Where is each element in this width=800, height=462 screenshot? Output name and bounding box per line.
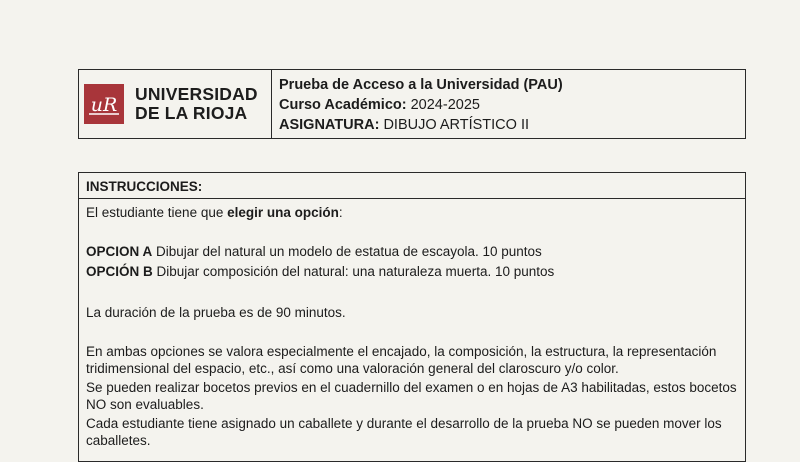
instructions-box [78, 172, 746, 462]
easel-line-1: Cada estudiante tiene asignado un caballete y durante el desarrollo de la prueba NO se pueden mover los [86, 416, 722, 431]
university-logo [79, 70, 272, 138]
sketches-line-2: NO son evaluables. [86, 397, 204, 412]
instructions-heading: INSTRUCCIONES: [79, 173, 745, 199]
choose-prefix: El estudiante tiene que [86, 205, 224, 220]
svg-text:uR: uR [90, 94, 118, 116]
option-b-label: OPCIÓN B [86, 264, 153, 279]
course-label: Curso Académico: [279, 97, 407, 113]
university-name-line1: UNIVERSIDAD [135, 84, 258, 104]
option-b-text: Dibujar composición del natural: una naturaleza muerta. 10 puntos [156, 264, 555, 279]
sketches-line-1: Se pueden realizar bocetos previos en el cuadernillo del examen o en hojas de A3 habilitadas, estos bocetos [86, 380, 737, 395]
criteria-line-2: tridimensional del espacio, etc., así como una valoración general del claroscuro y/o color. [86, 361, 619, 376]
exam-info [272, 70, 745, 138]
option-a-line [86, 244, 542, 259]
exam-header [78, 69, 746, 139]
easel-line-2: caballetes. [86, 433, 151, 448]
subject-label: ASIGNATURA: [279, 117, 380, 133]
duration-line: La duración de la prueba es de 90 minutos. [86, 305, 346, 320]
exam-title: Prueba de Acceso a la Universidad (PAU) [279, 77, 563, 93]
course-row [279, 95, 745, 115]
criteria-line-1: En ambas opciones se valora especialmente el encajado, la composición, la estructura, la representación [86, 344, 717, 359]
subject-value: DIBUJO ARTÍSTICO II [383, 117, 530, 133]
subject-row [279, 115, 745, 135]
choose-option-line [86, 205, 343, 220]
university-logo-mark-icon [84, 84, 124, 124]
option-a-text: Dibujar del natural un modelo de estatua de escayola. 10 puntos [156, 244, 542, 259]
choose-suffix: : [338, 205, 343, 220]
option-b-line [86, 264, 554, 279]
choose-bold: elegir una opción [227, 205, 339, 220]
option-a-label: OPCION A [86, 244, 153, 259]
course-value: 2024-2025 [410, 97, 480, 113]
university-name-line2: DE LA RIOJA [135, 103, 248, 123]
university-name [135, 85, 258, 123]
